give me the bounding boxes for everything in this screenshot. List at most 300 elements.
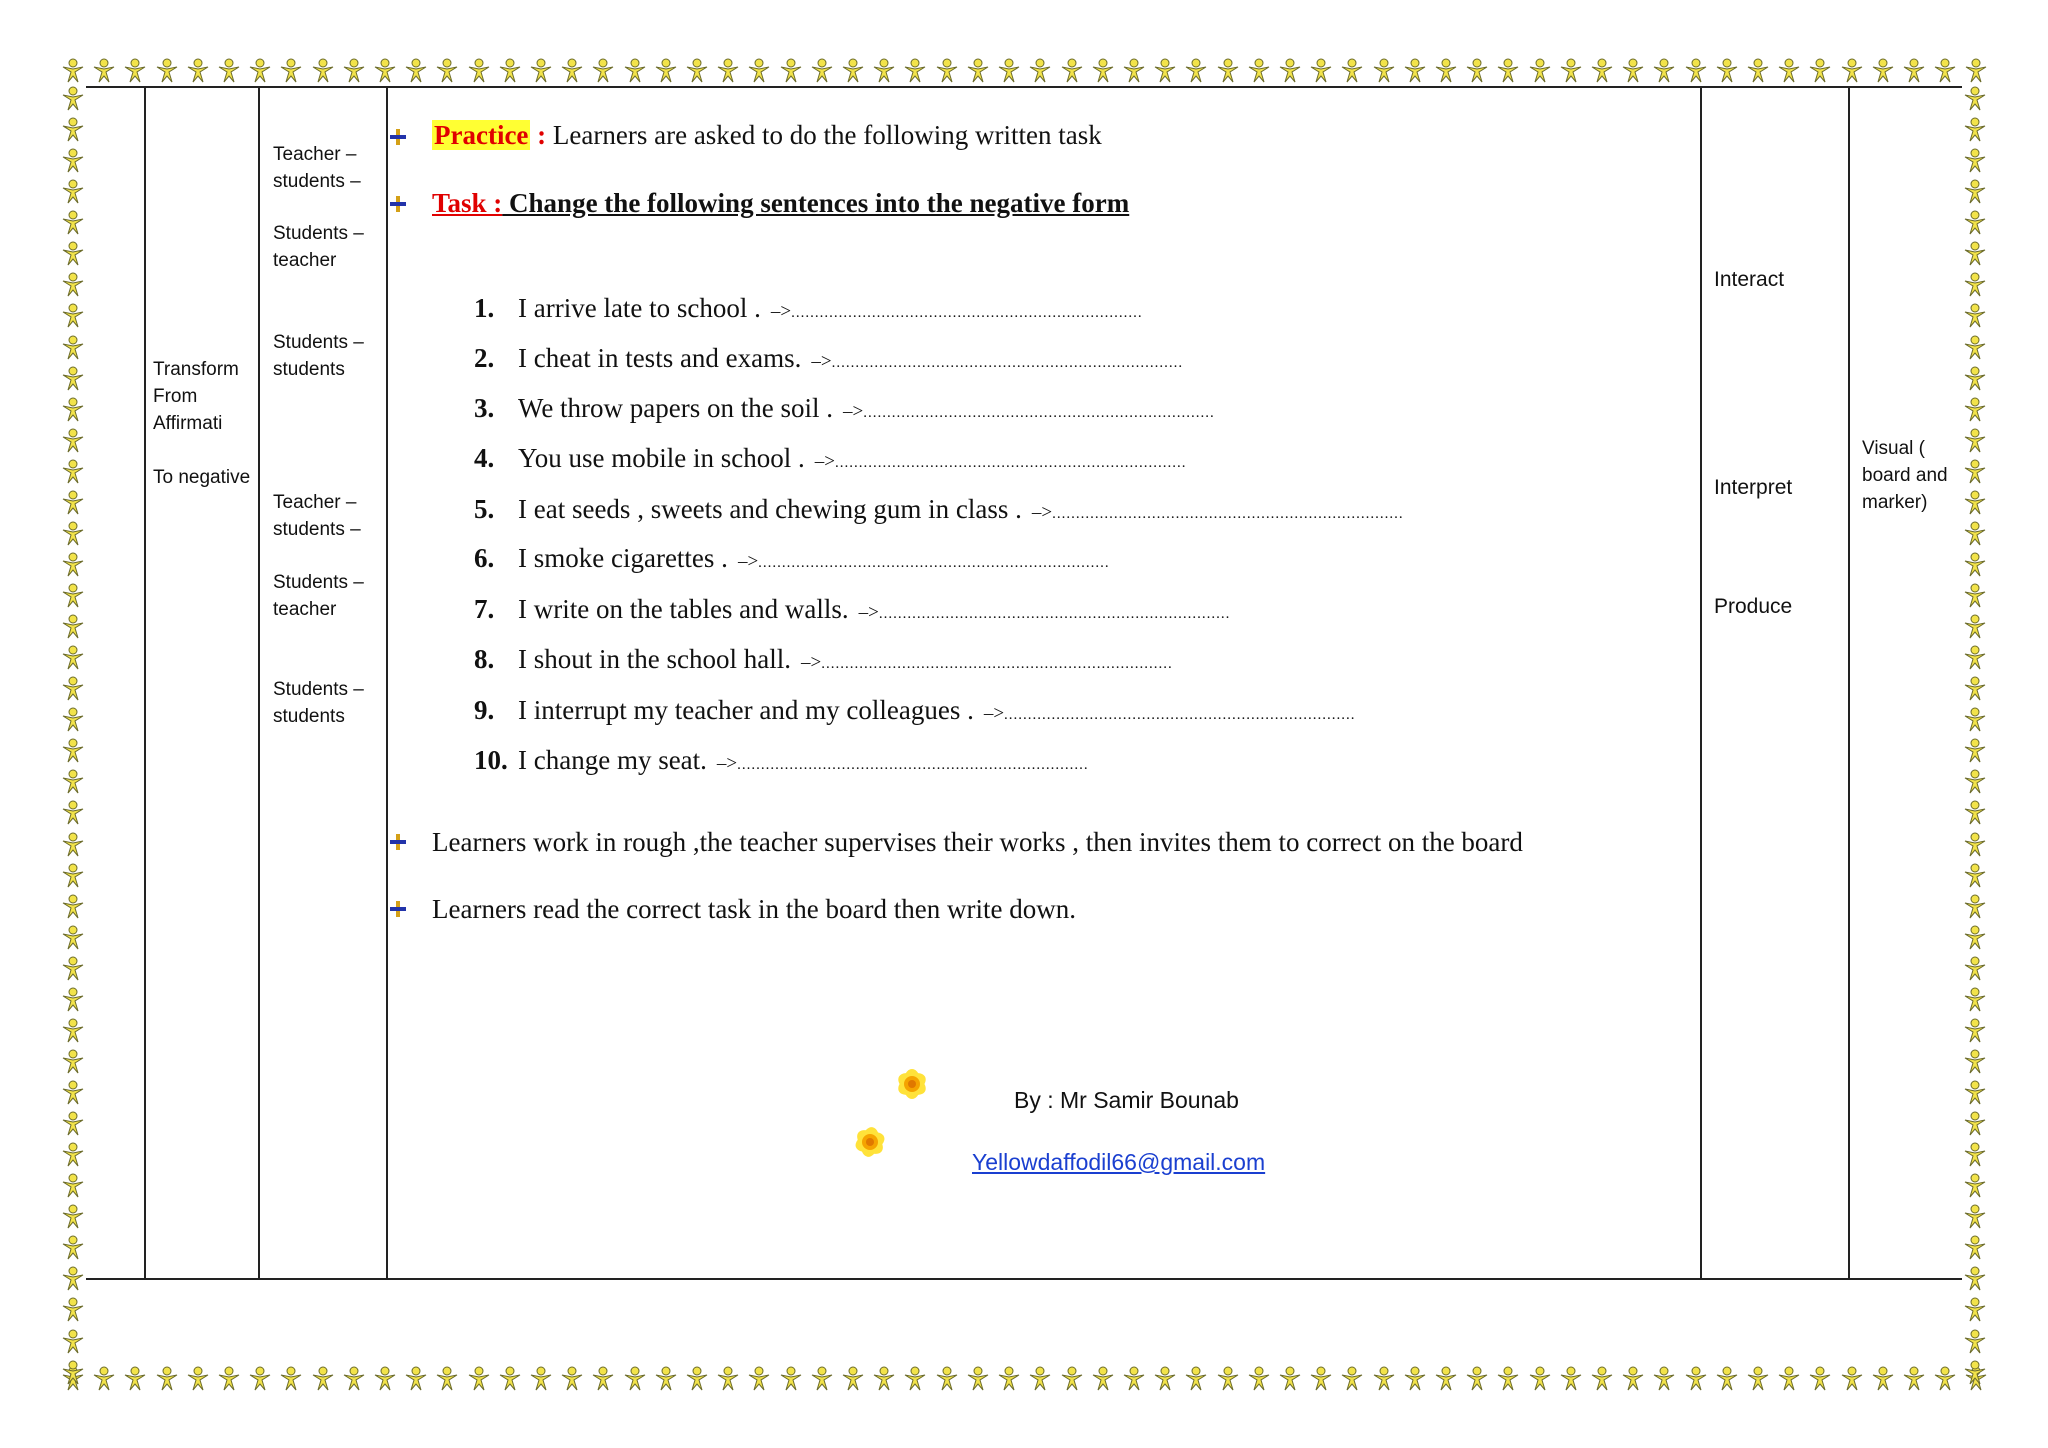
star-figure-icon [60,894,86,920]
arrow-icon: –> [814,451,835,472]
interaction-line: Students – [273,332,364,353]
star-figure-icon [497,58,523,84]
star-figure-icon [746,1366,772,1392]
star-figure-icon [60,58,86,84]
star-figure-icon [528,1366,554,1392]
decorative-border-right [1962,86,1990,1386]
star-figure-icon [1962,1360,1988,1386]
teaching-aids [1862,435,1948,516]
star-figure-icon [60,179,86,205]
star-figure-icon [60,956,86,982]
arrow-icon: –> [858,602,879,623]
star-figure-icon [60,1266,86,1292]
interaction-line: Students – [273,223,364,244]
star-figure-icon [1745,58,1771,84]
exercise-sentence: We throw papers on the soil . [518,393,834,423]
star-figure-icon [1027,58,1053,84]
arrow-icon: –> [800,652,822,673]
star-figure-icon [60,987,86,1013]
star-figure-icon [1962,894,1988,920]
star-figure-icon [1962,117,1988,143]
star-figure-icon [1246,1366,1272,1392]
answer-blank: .......................................................................... [878,606,1231,622]
exercise-item [474,341,1183,380]
star-figure-icon [1495,58,1521,84]
arrow-icon: –> [843,401,864,422]
star-figure-icon [60,1173,86,1199]
star-figure-icon [1152,1366,1178,1392]
interaction-line: students [273,359,345,380]
answer-blank: .......................................................................... [831,355,1184,371]
star-figure-icon [497,1366,523,1392]
star-figure-icon [1059,58,1085,84]
decorative-border-bottom [60,1366,1990,1394]
star-figure-icon [60,707,86,733]
interaction-line: teacher [273,250,337,271]
table-top-line [86,86,1962,88]
star-figure-icon [247,1366,273,1392]
star-figure-icon [1962,863,1988,889]
star-figure-icon [341,1366,367,1392]
stage-line: Affirmati [153,413,223,434]
star-figure-icon [60,241,86,267]
star-figure-icon [528,58,554,84]
star-figure-icon [840,1366,866,1392]
aids-line: Visual ( [1862,438,1926,459]
star-figure-icon [1059,1366,1085,1392]
star-figure-icon [60,583,86,609]
star-figure-icon [1962,459,1988,485]
task-title: Change the following sentences into the negative form [502,188,1130,218]
star-figure-icon [60,925,86,951]
star-figure-icon [1090,1366,1116,1392]
star-figure-icon [809,1366,835,1392]
star-figure-icon [1714,1366,1740,1392]
star-figure-icon [60,1329,86,1355]
answer-blank: .......................................................................... [791,305,1143,321]
star-figure-icon [1651,1366,1677,1392]
star-figure-icon [60,738,86,764]
star-figure-icon [1714,58,1740,84]
star-figure-icon [60,1049,86,1075]
star-figure-icon [1962,800,1988,826]
star-figure-icon [1962,148,1988,174]
star-figure-icon [1962,490,1988,516]
star-figure-icon [1962,1173,1988,1199]
star-figure-icon [1962,1235,1988,1261]
star-figure-icon [1962,1018,1988,1044]
interaction-line: Teacher – [273,492,357,513]
daffodil-icon [884,1056,940,1112]
exercise-number: 10. [474,745,508,775]
star-figure-icon [1962,210,1988,236]
star-figure-icon [1371,1366,1397,1392]
star-figure-icon [154,1366,180,1392]
star-figure-icon [1027,1366,1053,1392]
star-figure-icon [1215,58,1241,84]
star-figure-icon [1870,1366,1896,1392]
interaction-block-3 [273,329,364,383]
star-figure-icon [622,1366,648,1392]
star-figure-icon [809,58,835,84]
exercise-number: 5. [474,494,495,524]
star-figure-icon [185,58,211,84]
star-figure-icon [1183,1366,1209,1392]
star-figure-icon [934,58,960,84]
star-figure-icon [1962,987,1988,1013]
star-figure-icon [1495,1366,1521,1392]
star-figure-icon [1277,1366,1303,1392]
star-figure-icon [1962,1111,1988,1137]
star-figure-icon [60,490,86,516]
star-figure-icon [1962,366,1988,392]
exercise-number: 2. [474,343,495,373]
star-figure-icon [622,58,648,84]
star-figure-icon [466,1366,492,1392]
answer-blank: .......................................................................... [821,656,1173,672]
arrow-icon: –> [770,301,792,322]
star-figure-icon [1962,645,1988,671]
star-figure-icon [1963,58,1989,84]
star-figure-icon [60,645,86,671]
star-figure-icon [60,676,86,702]
interaction-line: students – [273,519,361,540]
star-figure-icon [1246,58,1272,84]
exercise-number: 6. [474,543,495,573]
star-figure-icon [1870,58,1896,84]
exercise-number: 8. [474,644,495,674]
exercise-item [474,592,1230,631]
star-figure-icon [1433,1366,1459,1392]
star-figure-icon [715,1366,741,1392]
exercise-sentence: I change my seat. [518,745,707,775]
star-figure-icon [1277,58,1303,84]
star-figure-icon [1371,58,1397,84]
stage-line [153,437,261,464]
star-figure-icon [1962,179,1988,205]
exercise-number: 4. [474,443,495,473]
interaction-block-1 [273,141,361,195]
star-figure-icon [684,1366,710,1392]
star-figure-icon [1339,58,1365,84]
star-figure-icon [1839,1366,1865,1392]
star-figure-icon [60,1360,86,1386]
star-figure-icon [715,58,741,84]
note-line-1: Learners work in rough ,the teacher supervises their works , then invites them to correct on the board [432,827,1523,857]
star-figure-icon [590,1366,616,1392]
answer-blank: .......................................................................... [863,405,1215,421]
star-figure-icon [1308,1366,1334,1392]
star-figure-icon [996,1366,1022,1392]
exercise-item [474,743,1089,782]
answer-blank: .......................................................................... [758,555,1110,571]
star-figure-icon [1651,58,1677,84]
star-figure-icon [1402,58,1428,84]
star-figure-icon [1433,58,1459,84]
star-figure-icon [1962,335,1988,361]
star-figure-icon [871,58,897,84]
star-figure-icon [1090,58,1116,84]
star-figure-icon [1962,303,1988,329]
exercise-sentence: I interrupt my teacher and my colleagues . [518,695,974,725]
table-col-divider-3 [386,86,388,1279]
star-figure-icon [1339,1366,1365,1392]
star-figure-icon [60,1018,86,1044]
exercise-sentence: I arrive late to school . [518,293,761,323]
star-figure-icon [278,1366,304,1392]
star-figure-icon [590,58,616,84]
interaction-block-2 [273,220,364,274]
practice-label: Practice [434,120,529,150]
arrow-icon: –> [811,351,832,372]
star-figure-icon [1962,707,1988,733]
star-figure-icon [60,552,86,578]
star-figure-icon [1962,521,1988,547]
star-figure-icon [653,1366,679,1392]
star-figure-icon [60,1204,86,1230]
star-figure-icon [60,428,86,454]
exercise-sentence: I cheat in tests and exams. [518,343,802,373]
task-label: Task : [432,188,503,218]
star-figure-icon [746,58,772,84]
star-figure-icon [1962,1329,1988,1355]
decorative-border-top [60,58,1990,86]
aids-line: marker) [1862,492,1928,513]
star-figure-icon [1962,1266,1988,1292]
star-figure-icon [60,272,86,298]
arrow-icon: –> [737,551,759,572]
star-figure-icon [60,117,86,143]
star-figure-icon [1121,58,1147,84]
star-figure-icon [1962,676,1988,702]
star-figure-icon [1932,58,1958,84]
stage-line: To negative [153,467,251,488]
star-figure-icon [60,863,86,889]
arrow-icon: –> [1031,502,1053,523]
star-figure-icon [60,521,86,547]
star-figure-icon [1962,428,1988,454]
star-figure-icon [1464,1366,1490,1392]
stage-column [153,356,261,491]
star-figure-icon [1215,1366,1241,1392]
star-figure-icon [372,58,398,84]
author-credit: By : Mr Samir Bounab [1014,1087,1239,1113]
star-figure-icon [434,1366,460,1392]
interaction-block-4 [273,489,361,543]
star-figure-icon [934,1366,960,1392]
skill-produce: Produce [1714,595,1793,618]
star-figure-icon [216,1366,242,1392]
star-figure-icon [1839,58,1865,84]
exercise-sentence: I eat seeds , sweets and chewing gum in class . [518,494,1022,524]
star-figure-icon [60,210,86,236]
star-figure-icon [1683,1366,1709,1392]
star-figure-icon [1683,58,1709,84]
star-figure-icon [1962,272,1988,298]
star-figure-icon [91,58,117,84]
stage-line: Transform [153,359,239,380]
interaction-line: Teacher – [273,144,357,165]
star-figure-icon [1620,1366,1646,1392]
star-figure-icon [1807,1366,1833,1392]
star-figure-icon [1932,1366,1958,1392]
star-figure-icon [1962,925,1988,951]
author-email-link[interactable]: Yellowdaffodil66@gmail.com [972,1149,1266,1175]
exercise-item [474,291,1143,330]
bullet-icon [388,899,408,919]
star-figure-icon [60,148,86,174]
star-figure-icon [1962,397,1988,423]
star-figure-icon [60,397,86,423]
exercise-sentence: I write on the tables and walls. [518,594,849,624]
interaction-line: students – [273,171,361,192]
star-figure-icon [91,1366,117,1392]
star-figure-icon [1589,58,1615,84]
interaction-block-5 [273,569,364,623]
star-figure-icon [60,1235,86,1261]
star-figure-icon [684,58,710,84]
star-figure-icon [1962,552,1988,578]
star-figure-icon [403,58,429,84]
star-figure-icon [60,459,86,485]
star-figure-icon [1901,58,1927,84]
exercise-number: 3. [474,393,495,423]
star-figure-icon [1962,1204,1988,1230]
star-figure-icon [60,366,86,392]
exercise-number: 9. [474,695,495,725]
star-figure-icon [278,58,304,84]
star-figure-icon [60,303,86,329]
star-figure-icon [1962,583,1988,609]
bullet-icon [388,832,408,852]
star-figure-icon [122,58,148,84]
star-figure-icon [1745,1366,1771,1392]
interaction-line: Students – [273,572,364,593]
star-figure-icon [1527,58,1553,84]
interaction-line: teacher [273,599,337,620]
star-figure-icon [1121,1366,1147,1392]
exercise-item [474,441,1187,480]
aids-line: board and [1862,465,1948,486]
star-figure-icon [1962,769,1988,795]
task-line [432,186,1129,220]
star-figure-icon [559,1366,585,1392]
star-figure-icon [60,614,86,640]
star-figure-icon [1308,58,1334,84]
skill-interpret: Interpret [1714,476,1793,499]
star-figure-icon [902,1366,928,1392]
star-figure-icon [1152,58,1178,84]
star-figure-icon [965,58,991,84]
star-figure-icon [185,1366,211,1392]
star-figure-icon [60,769,86,795]
star-figure-icon [1807,58,1833,84]
star-figure-icon [60,800,86,826]
star-figure-icon [1962,1297,1988,1323]
star-figure-icon [1962,738,1988,764]
star-figure-icon [1776,1366,1802,1392]
star-figure-icon [310,1366,336,1392]
star-figure-icon [1962,241,1988,267]
exercise-sentence: You use mobile in school . [518,443,805,473]
note-line-2: Learners read the correct task in the board then write down. [432,894,1076,924]
star-figure-icon [1962,956,1988,982]
answer-blank: .......................................................................... [835,455,1187,471]
interaction-line: Students – [273,679,364,700]
exercise-number: 1. [474,293,495,323]
table-col-divider-5 [1848,86,1850,1279]
interaction-block-6 [273,676,364,730]
star-figure-icon [403,1366,429,1392]
star-figure-icon [1962,1049,1988,1075]
skill-interact: Interact [1714,268,1785,291]
star-figure-icon [559,58,585,84]
star-figure-icon [466,58,492,84]
table-col-divider-1 [144,86,146,1279]
exercise-item [474,391,1215,430]
star-figure-icon [60,1297,86,1323]
arrow-icon: –> [716,753,738,774]
star-figure-icon [1962,832,1988,858]
star-figure-icon [1962,86,1988,112]
star-figure-icon [310,58,336,84]
star-figure-icon [154,58,180,84]
star-figure-icon [1620,58,1646,84]
interaction-line: students [273,706,345,727]
exercise-item [474,492,1404,531]
exercise-item [474,541,1110,580]
star-figure-icon [1776,58,1802,84]
arrow-icon: –> [983,703,1005,724]
star-figure-icon [122,1366,148,1392]
star-figure-icon [372,1366,398,1392]
star-figure-icon [1527,1366,1553,1392]
exercise-item [474,693,1356,732]
star-figure-icon [965,1366,991,1392]
star-figure-icon [1183,58,1209,84]
bullet-icon [388,194,408,214]
star-figure-icon [996,58,1022,84]
star-figure-icon [60,1080,86,1106]
table-col-divider-4 [1700,86,1702,1279]
star-figure-icon [434,58,460,84]
answer-blank: .......................................................................... [737,757,1089,773]
star-figure-icon [60,335,86,361]
table-col-divider-2 [258,86,260,1279]
star-figure-icon [1402,1366,1428,1392]
answer-blank: .......................................................................... [1004,707,1356,723]
stage-line: From [153,386,198,407]
exercise-sentence: I smoke cigarettes . [518,543,728,573]
star-figure-icon [902,58,928,84]
practice-text: Learners are asked to do the following written task [546,120,1102,150]
star-figure-icon [871,1366,897,1392]
star-figure-icon [216,58,242,84]
star-figure-icon [1558,58,1584,84]
table-bottom-line [86,1278,1962,1280]
star-figure-icon [341,58,367,84]
star-figure-icon [778,58,804,84]
exercise-sentence: I shout in the school hall. [518,644,791,674]
star-figure-icon [247,58,273,84]
star-figure-icon [1901,1366,1927,1392]
star-figure-icon [60,1111,86,1137]
practice-line [432,118,1102,152]
star-figure-icon [1589,1366,1615,1392]
star-figure-icon [1962,1142,1988,1168]
star-figure-icon [60,1142,86,1168]
star-figure-icon [1558,1366,1584,1392]
